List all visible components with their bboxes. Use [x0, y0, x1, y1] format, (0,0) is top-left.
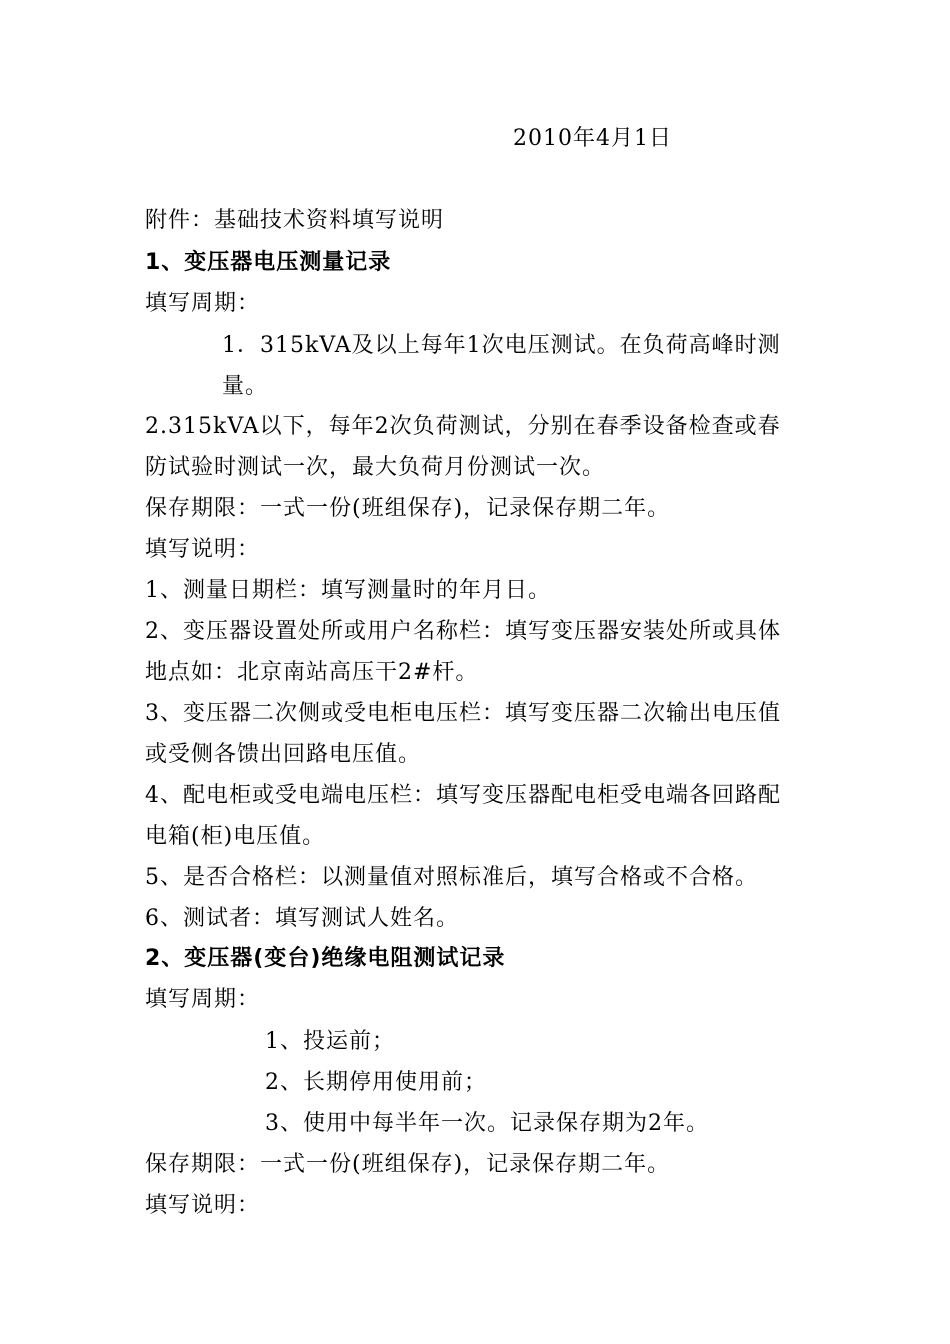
attachment-title: 附件：基础技术资料填写说明 [145, 208, 445, 233]
section-2-cycle-item-1: 1、投运前； [265, 1029, 395, 1054]
section-1-cycle-item-1: 1．315kVA及以上每年1次电压测试。在负荷高峰时测 [222, 333, 781, 358]
section-1-instruction-2-cont: 地点如：北京南站高压干2#杆。 [145, 660, 479, 685]
section-2-cycle-label: 填写周期： [145, 987, 261, 1012]
section-1-cycle-item-2: 2.315kVA以下，每年2次负荷测试，分别在春季设备检查或春 [145, 414, 781, 439]
section-1-cycle-label: 填写周期： [145, 291, 261, 316]
section-2-cycle-item-3: 3、使用中每半年一次。记录保存期为2年。 [265, 1111, 709, 1136]
section-1-instruction-2: 2、变压器设置处所或用户名称栏：填写变压器安装处所或具体 [145, 619, 781, 644]
section-1-instruction-1: 1、测量日期栏：填写测量时的年月日。 [145, 578, 551, 603]
section-1-cycle-item-2-cont: 防试验时测试一次，最大负荷月份测试一次。 [145, 455, 606, 480]
section-2-cycle-item-2: 2、长期停用使用前； [265, 1070, 487, 1095]
section-1-instruction-5: 5、是否合格栏：以测量值对照标准后，填写合格或不合格。 [145, 865, 758, 890]
section-1-cycle-item-1-cont: 量。 [222, 374, 269, 399]
section-2-retention: 保存期限：一式一份(班组保存)，记录保存期二年。 [145, 1152, 671, 1177]
section-1-heading: 1、变压器电压测量记录 [145, 250, 392, 275]
section-1-retention: 保存期限：一式一份(班组保存)，记录保存期二年。 [145, 496, 671, 521]
section-1-instruction-3: 3、变压器二次侧或受电柜电压栏：填写变压器二次输出电压值 [145, 701, 781, 726]
document-date: 2010年4月1日 [513, 126, 672, 151]
section-1-instruction-3-cont: 或受侧各馈出回路电压值。 [145, 742, 422, 767]
section-1-instruction-4: 4、配电柜或受电端电压栏：填写变压器配电柜受电端各回路配 [145, 783, 781, 808]
section-1-instructions-label: 填写说明： [145, 537, 261, 562]
section-2-heading: 2、变压器(变台)绝缘电阻测试记录 [145, 946, 506, 971]
section-1-instruction-4-cont: 电箱(柜)电压值。 [145, 824, 326, 849]
section-1-instruction-6: 6、测试者：填写测试人姓名。 [145, 906, 459, 931]
section-2-instructions-label: 填写说明： [145, 1193, 261, 1218]
